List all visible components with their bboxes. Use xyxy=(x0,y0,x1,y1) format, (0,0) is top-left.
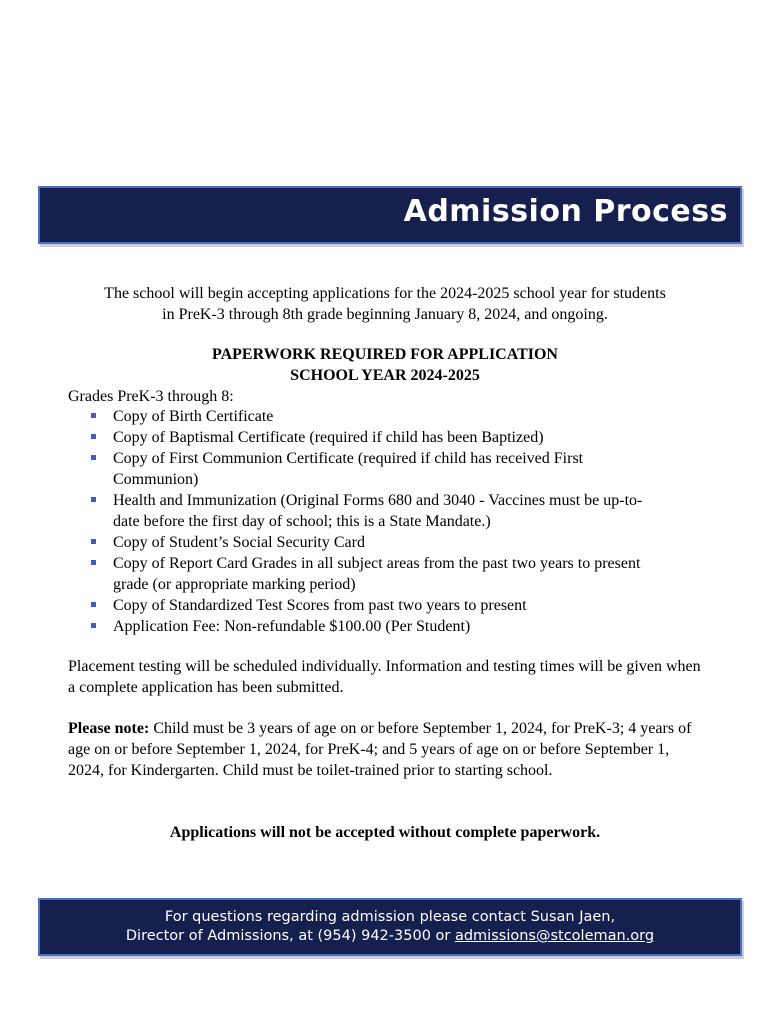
square-bullet-icon xyxy=(91,560,96,565)
note-paragraph xyxy=(68,718,708,781)
note-text: Child must be 3 years of age on or before September 1, 2024, for PreK-3; 4 years of age on or before September 1, 2024, for PreK-4; and 5 years of age on or before September 1, 2024, for Kindergarten. Child must be toilet-trained prior to starting school. xyxy=(68,720,692,779)
list-item-text: Copy of Report Card Grades in all subject areas from the past two years to present grade (or appropriate marking period) xyxy=(113,555,641,593)
list-item xyxy=(88,595,658,616)
list-item xyxy=(88,490,658,532)
list-item-text: Copy of Baptismal Certificate (required if child has been Baptized) xyxy=(113,429,544,446)
list-item-text: Copy of Student’s Social Security Card xyxy=(113,534,365,551)
requirements-heading xyxy=(66,344,704,386)
list-item xyxy=(88,448,658,490)
page-title: Admission Process xyxy=(403,194,728,229)
list-item-text: Health and Immunization (Original Forms 680 and 3040 - Vaccines must be up-to-date before the first day of school; this is a State Mandate.) xyxy=(113,492,643,530)
list-item-text: Copy of First Communion Certificate (required if child has received First Communion) xyxy=(113,450,584,488)
square-bullet-icon xyxy=(91,413,96,418)
placement-paragraph: Placement testing will be scheduled individually. Information and testing times will be given when a complete application has been submitted. xyxy=(68,658,701,696)
footer-line-2-text: Director of Admissions, at (954) 942-3500 or xyxy=(125,928,455,944)
intro-line-2: in PreK-3 through 8th grade beginning January 8, 2024, and ongoing. xyxy=(162,306,608,323)
list-item-text: Copy of Standardized Test Scores from past two years to present xyxy=(113,597,527,614)
square-bullet-icon xyxy=(91,497,96,502)
footer-line-2 xyxy=(40,927,740,946)
intro-line-1: The school will begin accepting applications for the 2024-2025 school year for students xyxy=(104,285,666,302)
footer-line-1: For questions regarding admission please contact Susan Jaen, xyxy=(164,909,616,925)
list-item xyxy=(88,406,658,427)
square-bullet-icon xyxy=(91,623,96,628)
requirements-list xyxy=(88,406,658,637)
list-item xyxy=(88,616,658,637)
note-label: Please note: xyxy=(68,720,150,737)
contact-footer xyxy=(38,898,742,956)
requirements-heading-line-1: PAPERWORK REQUIRED FOR APPLICATION xyxy=(212,346,558,363)
list-item-text: Copy of Birth Certificate xyxy=(113,408,274,425)
square-bullet-icon xyxy=(91,434,96,439)
square-bullet-icon xyxy=(91,455,96,460)
list-item-text: Application Fee: Non-refundable $100.00 (Per Student) xyxy=(113,618,471,635)
intro-paragraph xyxy=(66,283,704,325)
requirements-heading-line-2: SCHOOL YEAR 2024-2025 xyxy=(290,367,480,384)
list-item xyxy=(88,553,658,595)
title-banner xyxy=(38,186,742,244)
list-item xyxy=(88,532,658,553)
grades-label: Grades PreK-3 through 8: xyxy=(68,388,234,405)
closing-statement: Applications will not be accepted without complete paperwork. xyxy=(169,824,601,841)
square-bullet-icon xyxy=(91,539,96,544)
square-bullet-icon xyxy=(91,602,96,607)
list-item xyxy=(88,427,658,448)
email-link[interactable]: admissions@stcoleman.org xyxy=(454,928,655,944)
